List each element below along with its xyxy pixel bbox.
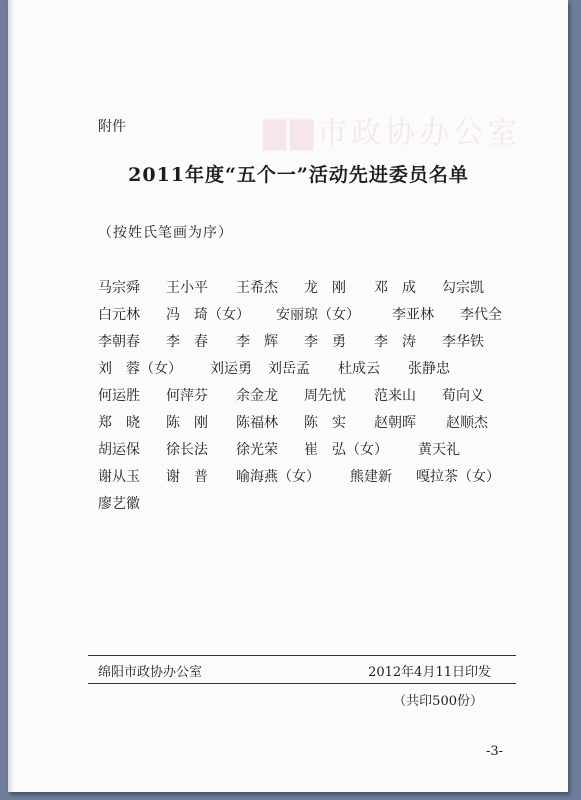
- name-row: [98, 435, 538, 462]
- page-number: -3-: [485, 744, 503, 759]
- name-item: 谢 普: [166, 468, 208, 485]
- name-item: 周先忧: [304, 387, 346, 404]
- name-item: 徐长法: [166, 441, 208, 458]
- document-page: [8, 0, 568, 792]
- name-item: 李 辉: [236, 333, 278, 350]
- name-row: [98, 462, 538, 489]
- name-list: [98, 273, 538, 516]
- name-item: 何运胜: [98, 387, 140, 404]
- name-item: 安丽琼（女）: [276, 306, 360, 323]
- name-item: 王希杰: [236, 279, 278, 296]
- name-item: 李 涛: [374, 333, 416, 350]
- name-item: 勾宗凯: [442, 279, 484, 296]
- name-item: 冯 琦（女）: [166, 306, 250, 323]
- name-item: 王小平: [166, 279, 208, 296]
- name-item: 崔 弘（女）: [304, 441, 388, 458]
- name-item: 赵顺杰: [446, 414, 488, 431]
- name-item: 白元林: [98, 306, 140, 323]
- name-row: [98, 300, 538, 327]
- name-row: [98, 408, 538, 435]
- issuing-office: 绵阳市政协办公室: [98, 665, 203, 680]
- page-title: 2011年度“五个一”活动先进委员名单: [128, 164, 469, 186]
- footer-divider-top: [88, 655, 516, 656]
- name-item: 刘 蓉（女）: [98, 360, 182, 377]
- name-item: 胡运保: [98, 441, 140, 458]
- issue-date: 2012年4月11日印发: [368, 665, 491, 680]
- name-item: 马宗舜: [98, 279, 140, 296]
- name-item: 陈福林: [236, 414, 278, 431]
- name-item: 范来山: [374, 387, 416, 404]
- name-item: 黄天礼: [418, 441, 460, 458]
- name-item: 喻海燕（女）: [236, 468, 320, 485]
- name-item: 熊建新: [350, 468, 392, 485]
- name-item: 余金龙: [236, 387, 278, 404]
- name-item: 赵朝晖: [374, 414, 416, 431]
- name-item: 徐光荣: [236, 441, 278, 458]
- name-item: 杜成云: [338, 360, 380, 377]
- name-item: 李 春: [166, 333, 208, 350]
- name-row: [98, 489, 538, 516]
- name-item: 谢从玉: [98, 468, 140, 485]
- attachment-label: 附件: [98, 119, 126, 135]
- name-item: 李华铁: [442, 333, 484, 350]
- name-item: 郑 晓: [98, 414, 140, 431]
- name-item: 龙 刚: [304, 279, 346, 296]
- footer-divider-bottom: [88, 683, 516, 684]
- name-item: 张静忠: [408, 360, 450, 377]
- name-row: [98, 381, 538, 408]
- faint-stamp-watermark: ▇▇市政协办公室: [263, 116, 522, 151]
- name-item: 李代全: [460, 306, 502, 323]
- name-item: 李亚林: [392, 306, 434, 323]
- name-row: [98, 354, 538, 381]
- name-item: 嘎拉茶（女）: [416, 468, 500, 485]
- subtitle: （按姓氏笔画为序）: [98, 225, 233, 241]
- name-item: 李朝春: [98, 333, 140, 350]
- name-item: 陈 刚: [166, 414, 208, 431]
- name-item: 陈 实: [304, 414, 346, 431]
- name-item: 邓 成: [374, 279, 416, 296]
- name-item: 何萍芬: [166, 387, 208, 404]
- name-item: 李 勇: [304, 333, 346, 350]
- name-item: 刘岳孟: [268, 360, 310, 377]
- name-item: 荀向义: [442, 387, 484, 404]
- name-item: 刘运勇: [210, 360, 252, 377]
- name-row: [98, 327, 538, 354]
- copies-count: （共印500份）: [393, 694, 483, 709]
- name-item: 廖艺徽: [98, 495, 140, 512]
- name-row: [98, 273, 538, 300]
